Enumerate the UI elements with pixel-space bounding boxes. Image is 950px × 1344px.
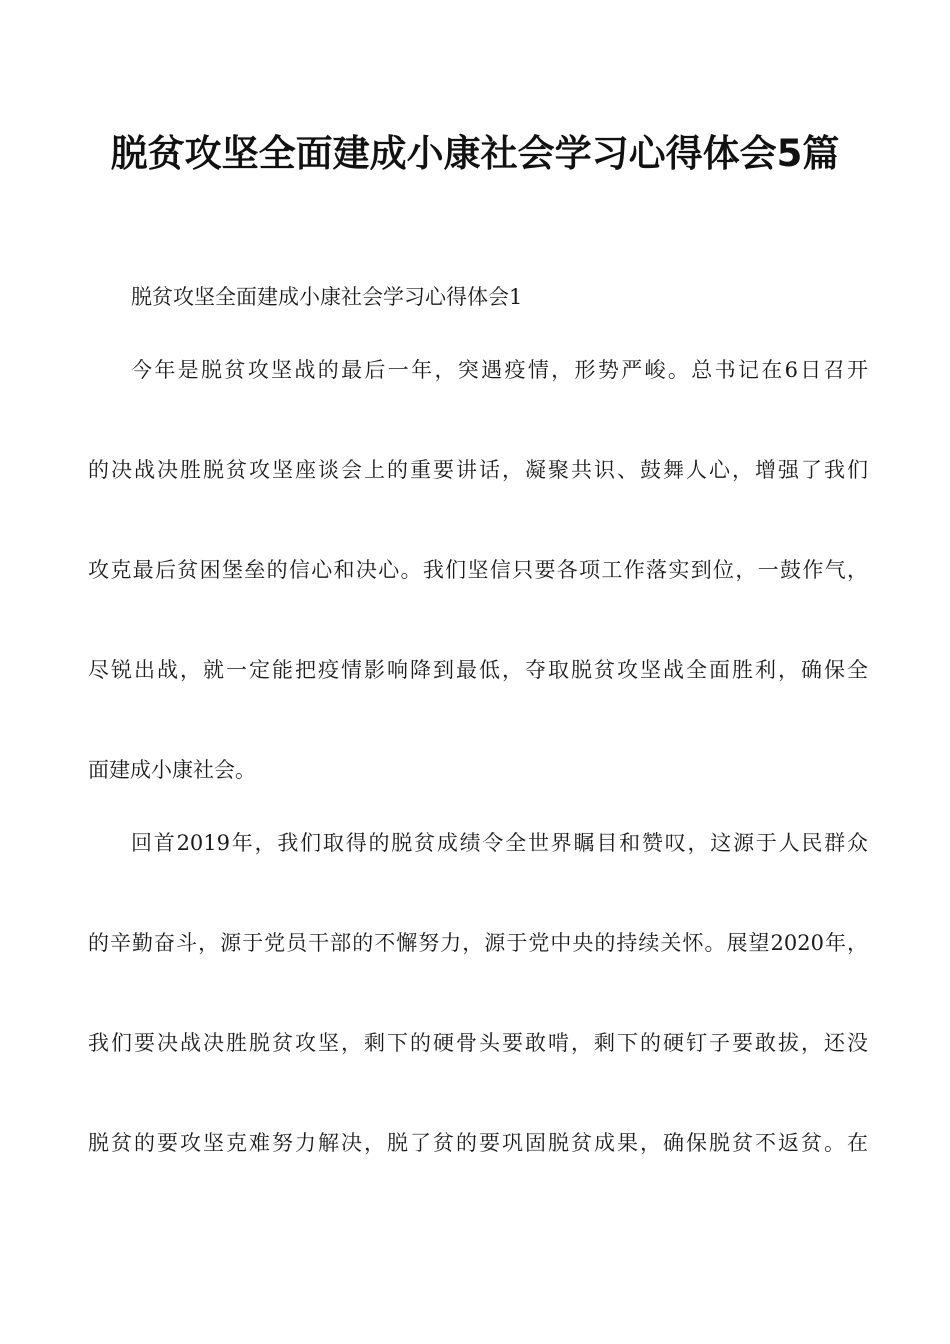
document-title: 脱贫攻坚全面建成小康社会学习心得体会5篇 bbox=[110, 132, 840, 175]
paragraph-line: 我们要决战决胜脱贫攻坚，剩下的硬骨头要敢啃，剩下的硬钉子要敢拔，还没 bbox=[88, 1031, 868, 1055]
paragraph-line: 尽锐出战，就一定能把疫情影响降到最低，夺取脱贫攻坚战全面胜利，确保全 bbox=[88, 658, 868, 682]
section-heading: 脱贫攻坚全面建成小康社会学习心得体会1 bbox=[131, 285, 523, 309]
paragraph-line: 脱贫的要攻坚克难努力解决，脱了贫的要巩固脱贫成果，确保脱贫不返贫。在 bbox=[88, 1131, 868, 1155]
paragraph-line: 今年是脱贫攻坚战的最后一年，突遇疫情，形势严峻。总书记在6日召开 bbox=[131, 358, 868, 382]
paragraph-line: 的辛勤奋斗，源于党员干部的不懈努力，源于党中央的持续关怀。展望2020年， bbox=[88, 931, 868, 955]
paragraph-line: 面建成小康社会。 bbox=[88, 758, 256, 782]
paragraph-line: 回首2019年，我们取得的脱贫成绩令全世界瞩目和赞叹，这源于人民群众 bbox=[131, 831, 868, 855]
paragraph-line: 的决战决胜脱贫攻坚座谈会上的重要讲话，凝聚共识、鼓舞人心，增强了我们 bbox=[88, 458, 868, 482]
paragraph-line: 攻克最后贫困堡垒的信心和决心。我们坚信只要各项工作落实到位，一鼓作气， bbox=[88, 558, 868, 582]
